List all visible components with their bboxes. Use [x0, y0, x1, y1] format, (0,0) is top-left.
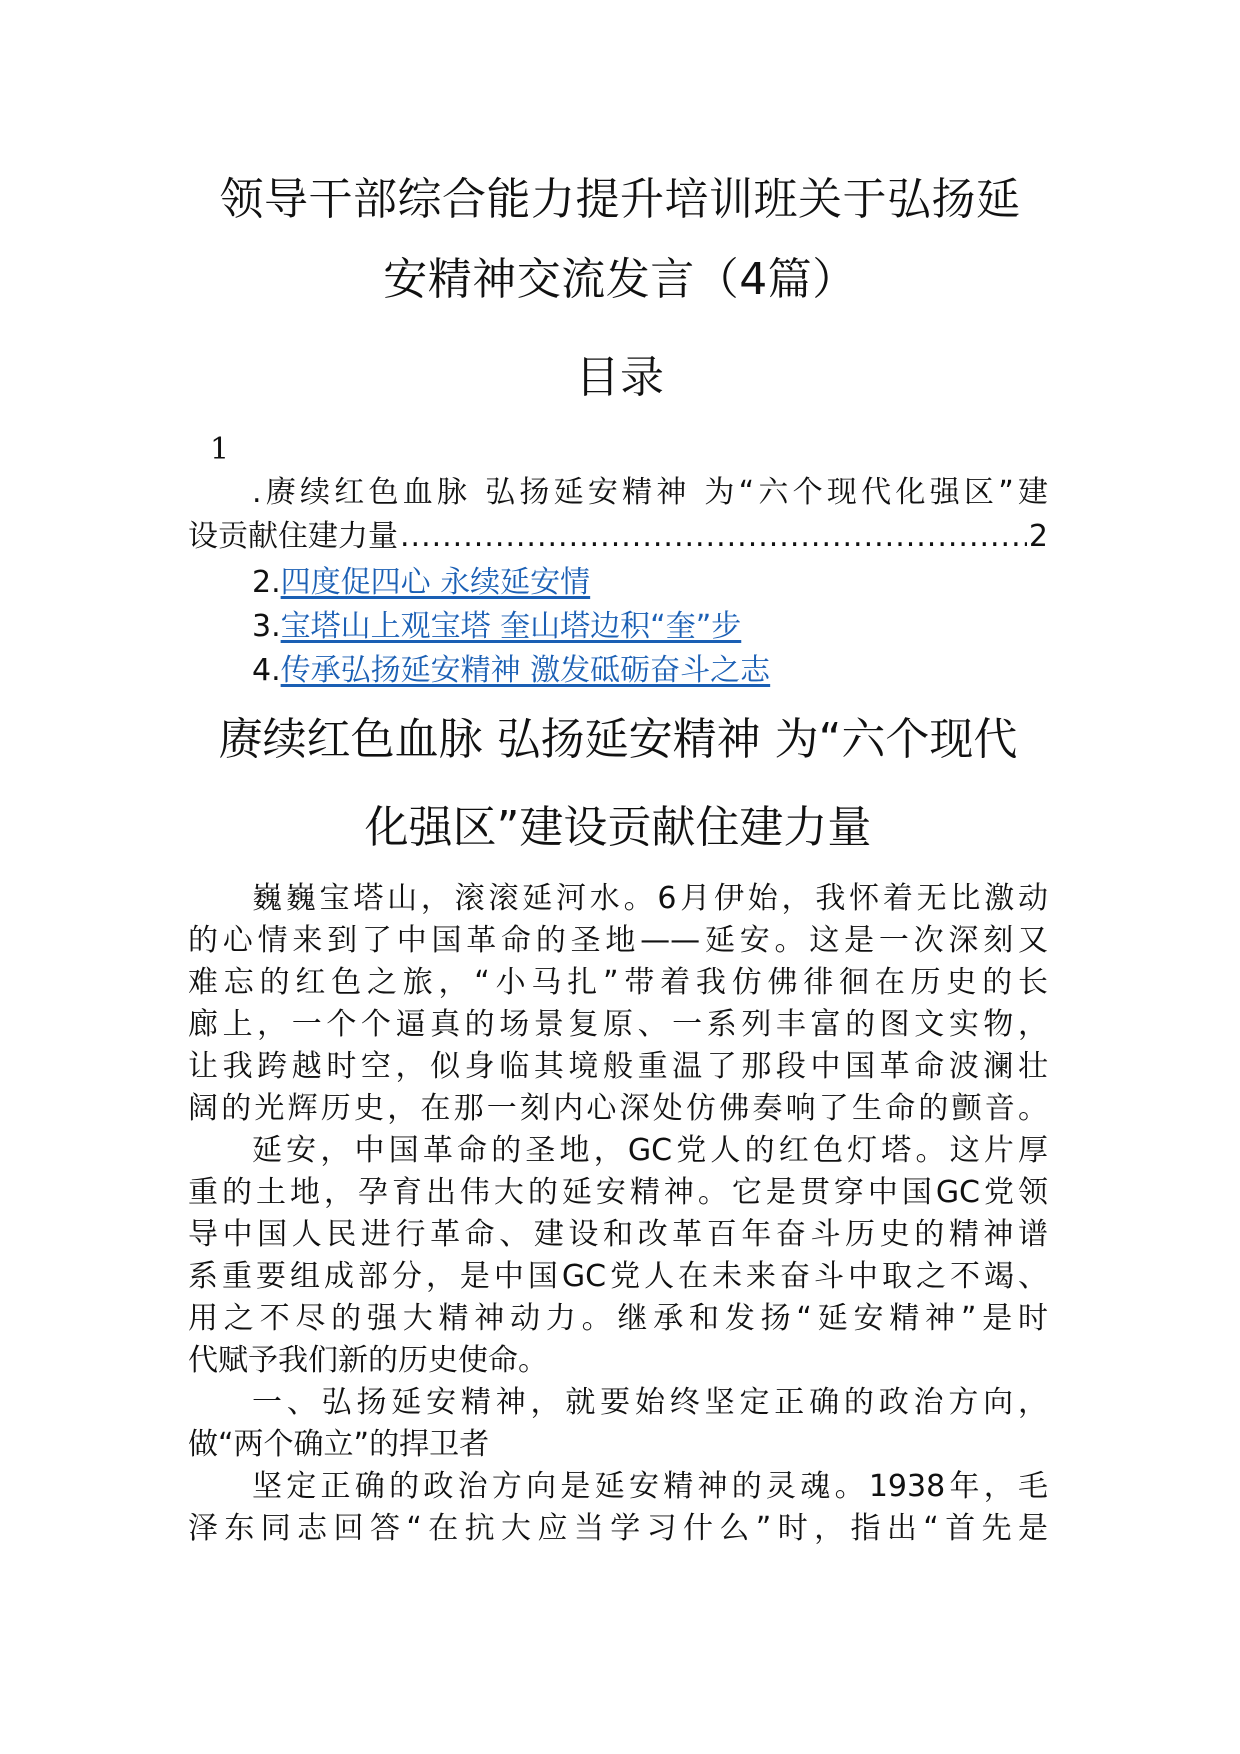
toc-item-1-leader[interactable] [188, 519, 1048, 554]
toc-item-2-link[interactable]: 四度促四心 永续延安情 [280, 565, 591, 600]
toc-item-1-number: 1 [210, 432, 230, 467]
body-line: 的心情来到了中国革命的圣地——延安。这是一次深刻又 [188, 923, 1048, 958]
subheading-line: 做“两个确立”的捍卫者 [188, 1427, 490, 1462]
body-line: 系重要组成部分，是中国GC党人在未来奋斗中取之不竭、 [188, 1259, 1048, 1294]
toc-item-2-number: 2. [252, 565, 281, 600]
body-line: 泽东同志回答“在抗大应当学习什么”时，指出“首先是 [188, 1511, 1048, 1546]
body-line: 延安，中国革命的圣地，GC党人的红色灯塔。这片厚 [252, 1133, 1048, 1168]
body-line: 廊上，一个个逼真的场景复原、一系列丰富的图文实物， [188, 1007, 1048, 1042]
toc-item-2[interactable] [252, 565, 1048, 600]
document-title-line-2: 安精神交流发言（4篇） [383, 254, 857, 305]
toc-item-3-link[interactable]: 宝塔山上观宝塔 奎山塔边积“奎”步 [280, 609, 742, 644]
body-line: 导中国人民进行革命、建设和改革百年奋斗历史的精神谱 [188, 1217, 1048, 1252]
body-line: 阔的光辉历史，在那一刻内心深处仿佛奏响了生命的颤音。 [188, 1091, 1048, 1126]
toc-dot-leader [400, 522, 1027, 552]
toc-item-4-number: 4. [252, 653, 281, 688]
body-line: 让我跨越时空，似身临其境般重温了那段中国革命波澜壮 [188, 1049, 1048, 1084]
toc-item-3-number: 3. [252, 609, 281, 644]
toc-item-4-link[interactable]: 传承弘扬延安精神 激发砥砺奋斗之志 [280, 653, 771, 688]
body-line: 代赋予我们新的历史使命。 [188, 1343, 548, 1378]
body-line: 坚定正确的政治方向是延安精神的灵魂。1938年，毛 [252, 1469, 1048, 1504]
section-title-line-1: 赓续红色血脉 弘扬延安精神 为“六个现代 [218, 714, 1018, 765]
toc-item-1-page: 2 [1028, 519, 1048, 554]
subheading-line: 一、弘扬延安精神，就要始终坚定正确的政治方向， [252, 1385, 1048, 1420]
body-line: 重的土地，孕育出伟大的延安精神。它是贯穿中国GC党领 [188, 1175, 1048, 1210]
body-line: 巍巍宝塔山，滚滚延河水。6月伊始，我怀着无比激动 [252, 881, 1048, 916]
document-title-line-1: 领导干部综合能力提升培训班关于弘扬延 [219, 174, 1021, 225]
section-title-line-2: 化强区”建设贡献住建力量 [364, 802, 872, 853]
toc-heading: 目录 [575, 352, 665, 403]
toc-item-1-text[interactable]: .赓续红色血脉 弘扬延安精神 为“六个现代化强区”建 [252, 475, 1048, 510]
body-line: 难忘的红色之旅，“小马扎”带着我仿佛徘徊在历史的长 [188, 965, 1048, 1000]
toc-item-4[interactable] [252, 653, 1048, 688]
toc-item-1-text-cont: 设贡献住建力量 [188, 519, 398, 554]
body-line: 用之不尽的强大精神动力。继承和发扬“延安精神”是时 [188, 1301, 1048, 1336]
toc-item-3[interactable] [252, 609, 1048, 644]
